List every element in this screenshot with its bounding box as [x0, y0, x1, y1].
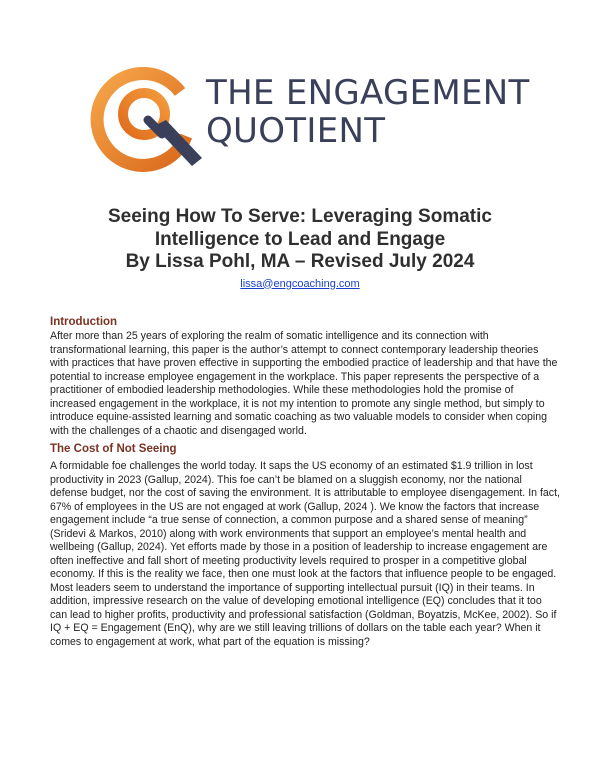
document-title-line-2: Intelligence to Lead and Engage — [154, 228, 446, 250]
cost-of-not-seeing-paragraph: A formidable foe challenges the world today. It saps the US economy of an estimated $1.9 trillion in lost productivity in 2023 (Gallup, 2024). This foe can’t be blamed on a sluggish economy, nor the national defense budget, nor the cost of saving the environment. It is attributable to employee disengagement. In fact, 67% of employees in the US are not engaged at work (Gallup, 2024 ). We know the factors that increase engagement include “a true sense of connection, a common purpose and a shared sense of meaning” (Sridevi & Markos, 2010) along with work environments that support an employee’s mental health and wellbeing (Gallup, 2024). Yet efforts made by those in a position of leadership to increase engagement are often ineffective and fall short of meeting productivity levels required to prosper in a competitive global economy. If this is the reality we face, then one must look at the factors that influence people to be engaged. Most leaders seem to understand the importance of supporting intellectual pursuit (IQ) in their teams. In addition, impressive research on the value of developing emotional intelligence (EQ) concludes that it too can lead to higher profits, productivity and professional satisfaction (Goldman, Boyatzis, McKee, 2002). So if IQ + EQ = Engagement (EnQ), why are we still leaving trillions of dollars on the table each year? When it comes to engagement at work, what part of the equation is missing? — [50, 460, 560, 648]
section-heading-cost-of-not-seeing: The Cost of Not Seeing — [50, 443, 177, 455]
author-email-link[interactable]: lissa@engcoaching.com — [240, 277, 360, 290]
brand-wordmark — [206, 74, 530, 150]
document-body — [50, 314, 560, 649]
author-line: By Lissa Pohl, MA – Revised July 2024 — [125, 251, 475, 272]
logo-mark — [82, 56, 207, 176]
brand-line-2: QUOTIENT — [206, 111, 386, 151]
document-title-line-1: Seeing How To Serve: Leveraging Somatic — [108, 206, 492, 227]
section-heading-introduction: Introduction — [50, 316, 118, 328]
title-block — [0, 206, 600, 292]
introduction-paragraph: After more than 25 years of exploring the realm of somatic intelligence and its connection with transformational learning, this paper is the author’s attempt to connect contemporary leadership theories with practices that have proven effective in supporting the embodied practice of leadership and that have the potential to increase employee engagement in the workplace. This paper represents the perspective of a practitioner of embodied leadership methodologies. While these methodologies hold the promise of increased engagement in the workplace, it is not my intention to promote any single method, but simply to introduce equine-assisted learning and somatic coaching as two valuable models to consider when coping with the challenges of a chaotic and disengaged world. — [50, 330, 558, 437]
brand-line-1: THE ENGAGEMENT — [206, 73, 530, 113]
